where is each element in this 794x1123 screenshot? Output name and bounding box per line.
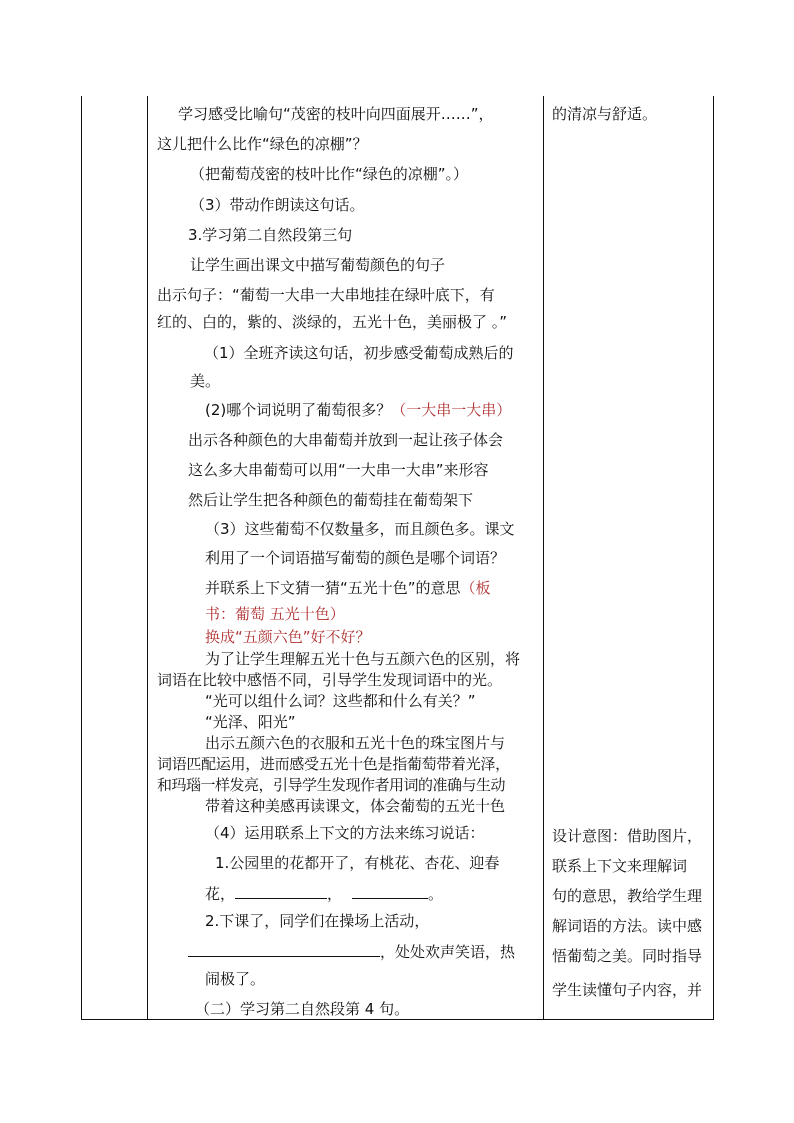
table-border-right bbox=[713, 96, 714, 1020]
table-border-bottom bbox=[81, 1019, 713, 1020]
section-heading: （二）学习第二自然段第 4 句。 bbox=[195, 1000, 410, 1018]
fill-in-line bbox=[188, 940, 515, 962]
text-line: 词语匹配运用，进而感受五光十色是指葡萄带着光泽， bbox=[157, 755, 510, 773]
text-line: （4）运用联系上下文的方法来练习说话： bbox=[205, 824, 485, 842]
text-line: （1）全班齐读这句话，初步感受葡萄成熟后的 bbox=[204, 344, 514, 362]
text-line bbox=[205, 578, 491, 598]
text-line: 这么多大串葡萄可以用“一大串一大串”来形容 bbox=[188, 461, 489, 479]
text-segment: 花， bbox=[205, 885, 236, 903]
text-line: 利用了一个词语描写葡萄的颜色是哪个词语？ bbox=[205, 549, 506, 567]
text-segment: 。 bbox=[428, 885, 444, 903]
text-line: （3）这些葡萄不仅数量多，而且颜色多。课文 bbox=[205, 520, 515, 538]
table-border-col2 bbox=[543, 96, 544, 1020]
highlight-text: 书：葡萄 五光十色） bbox=[205, 605, 345, 623]
text-segment: ， bbox=[327, 885, 343, 903]
text-line: 让学生画出课文中描写葡萄颜色的句子 bbox=[190, 256, 446, 274]
section-heading: 3.学习第二自然段第三句 bbox=[188, 226, 353, 244]
text-line: 红的、白的，紫的、淡绿的，五光十色，美丽极了 。” bbox=[157, 313, 508, 331]
text-line: 带着这种美感再读课文，体会葡萄的五光十色 bbox=[205, 797, 506, 815]
highlight-text: （一大串一大串） bbox=[391, 401, 512, 419]
highlight-text: （板 bbox=[460, 579, 491, 597]
design-intent-line: 设计意图：借助图片， bbox=[552, 827, 703, 845]
design-intent-line: 联系上下文来理解词 bbox=[552, 857, 688, 875]
text-line: 然后让学生把各种颜色的葡萄挂在葡萄架下 bbox=[188, 491, 474, 509]
text-line: （把葡萄茂密的枝叶比作“绿色的凉棚”。） bbox=[190, 165, 469, 183]
design-intent-line: 句的意思，教给学生理 bbox=[552, 887, 703, 905]
text-line: 这儿把什么比作“绿色的凉棚”？ bbox=[157, 135, 368, 153]
text-line: 出示五颜六色的衣服和五光十色的珠宝图片与 bbox=[205, 734, 506, 752]
text-line: 美。 bbox=[190, 372, 221, 390]
blank-field bbox=[352, 882, 428, 899]
text-line: “光可以组什么词？这些都和什么有关？” bbox=[205, 692, 476, 710]
design-intent-line: 悟葡萄之美。同时指导 bbox=[552, 947, 703, 965]
text-segment: (2)哪个词说明了葡萄很多？ bbox=[205, 401, 392, 419]
text-line: 学习感受比喻句“茂密的枝叶向四面展开……”， bbox=[178, 105, 494, 123]
text-segment: 并联系上下文猜一猜“五光十色”的意思 bbox=[205, 579, 461, 597]
text-line bbox=[205, 400, 511, 420]
design-intent-line: 学生读懂句子内容，并 bbox=[552, 981, 703, 999]
blank-field bbox=[188, 940, 380, 957]
fill-in-line bbox=[205, 882, 443, 904]
side-note: 的清凉与舒适。 bbox=[552, 105, 658, 123]
design-intent-line: 解词语的方法。读中感 bbox=[552, 917, 703, 935]
text-line: 出示各种颜色的大串葡萄并放到一起让孩子体会 bbox=[188, 431, 504, 449]
text-line: 2.下课了，同学们在操场上活动， bbox=[205, 912, 430, 930]
blank-field bbox=[235, 882, 327, 899]
text-line: 出示句子：“葡萄一大串一大串地挂在绿叶底下，有 bbox=[157, 286, 495, 304]
table-border-left bbox=[81, 96, 82, 1020]
text-segment: ，处处欢声笑语，热 bbox=[380, 943, 516, 961]
text-line: 词语在比较中感悟不同，引导学生发现词语中的光。 bbox=[157, 671, 503, 689]
text-line: （3）带动作朗读这句话。 bbox=[190, 196, 365, 214]
text-line: “光泽、阳光” bbox=[205, 713, 296, 731]
text-line: 1.公园里的花都开了，有桃花、杏花、迎春 bbox=[215, 854, 500, 872]
text-line: 和玛瑙一样发亮，引导学生发现作者用词的准确与生动 bbox=[157, 776, 506, 794]
text-line: 闹极了。 bbox=[205, 970, 266, 988]
table-border-col1 bbox=[147, 96, 148, 1020]
highlight-text: 换成“五颜六色”好不好？ bbox=[205, 628, 371, 646]
text-line: 为了让学生理解五光十色与五颜六色的区别，将 bbox=[205, 650, 521, 668]
